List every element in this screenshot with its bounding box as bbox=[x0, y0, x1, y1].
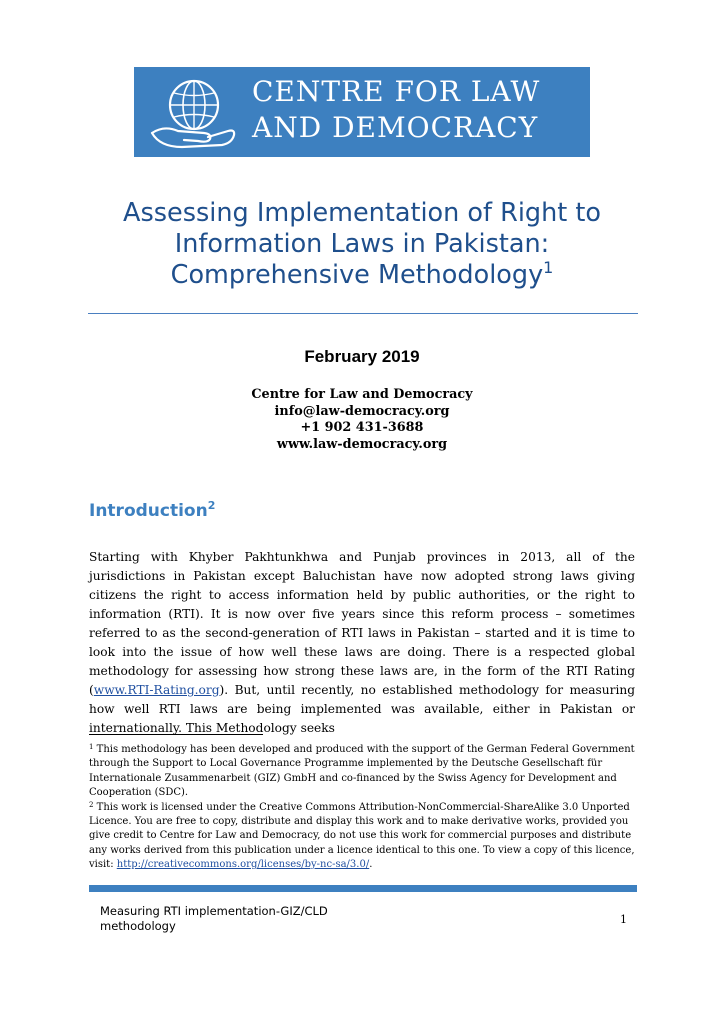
logo-text-line1: CENTRE FOR LAW bbox=[252, 75, 541, 108]
section-heading bbox=[89, 501, 215, 521]
creative-commons-link[interactable]: http://creativecommons.org/licenses/by-nc-sa/3.0/ bbox=[116, 859, 370, 871]
title-line1: Assessing Implementation of Right to bbox=[123, 198, 601, 228]
contact-website[interactable]: www.law-democracy.org bbox=[276, 436, 448, 452]
intro-text-part2: ). But, until recently, no established methodology for measuring how well RTI laws are being implemented was available, either in Pakistan or internationally. This Methodology seeks bbox=[89, 683, 635, 735]
footnote-1 bbox=[89, 743, 635, 801]
intro-paragraph bbox=[89, 548, 635, 738]
footer-line1: Measuring RTI implementation-GIZ/CLD bbox=[100, 904, 328, 918]
publication-date: February 2019 bbox=[304, 347, 420, 366]
title-line3: Comprehensive Methodology bbox=[170, 260, 544, 290]
contact-block bbox=[0, 387, 724, 453]
contact-email[interactable]: info@law-democracy.org bbox=[274, 403, 450, 419]
footnotes bbox=[89, 743, 635, 873]
title-underline bbox=[88, 313, 638, 314]
heading-footnote-ref[interactable]: 2 bbox=[207, 499, 216, 512]
logo-banner bbox=[134, 67, 590, 157]
title-footnote-ref[interactable]: 1 bbox=[543, 258, 554, 277]
footnote-2-number: 2 bbox=[89, 800, 94, 809]
footnote-2-text: This work is licensed under the Creative Commons Attribution-NonCommercial-ShareAlike 3.0 Unported Licence. You are free to copy, distribute and display this work and to make derivative works, provided you give credit to Centre for Law and Democracy, do not use this work for commercial purposes and distribute any works derived from this publication under a licence identical to this one. To view a copy of this licence, visit: bbox=[89, 801, 635, 871]
footnote-1-text: This methodology has been developed and produced with the support of the German Federal Government through the Support to Local Governance Programme implemented by the Deutsche Gesellschaft für Internationale Zusammenarbeit (GIZ) GmbH and co-financed by the Swiss Agency for Development and Cooperation (SDC). bbox=[89, 744, 635, 799]
title-line2: Information Laws in Pakistan: bbox=[174, 229, 550, 259]
section-heading-text: Introduction bbox=[89, 501, 208, 521]
footer-bar bbox=[89, 885, 637, 892]
contact-phone: +1 902 431-3688 bbox=[300, 420, 424, 435]
footnote-separator bbox=[89, 734, 263, 735]
footnote-2-end: . bbox=[369, 859, 373, 871]
footer-line2: methodology bbox=[100, 919, 176, 933]
logo-text-line2: AND DEMOCRACY bbox=[252, 111, 539, 144]
globe-in-hand-icon bbox=[134, 67, 254, 157]
footer-text bbox=[100, 904, 360, 934]
page-number: 1 bbox=[620, 913, 627, 926]
document-title bbox=[84, 198, 640, 291]
rti-rating-link[interactable]: www.RTI-Rating.org bbox=[93, 683, 220, 697]
intro-text-part1: Starting with Khyber Pakhtunkhwa and Punjab provinces in 2013, all of the jurisdictions in Pakistan except Baluchistan have now adopted strong laws giving citizens the right to access information held by public authorities, or the right to information (RTI). It is now over five years since this reform process – sometimes referred to as the second-generation of RTI laws in Pakistan – started and it is time to look into the issue of how well these laws are doing. There is a respected global methodology for assessing how strong these laws are, in the form of the RTI Rating ( bbox=[89, 550, 635, 697]
footnote-1-number: 1 bbox=[89, 743, 94, 751]
contact-org: Centre for Law and Democracy bbox=[251, 387, 473, 402]
footnote-2 bbox=[89, 801, 635, 873]
